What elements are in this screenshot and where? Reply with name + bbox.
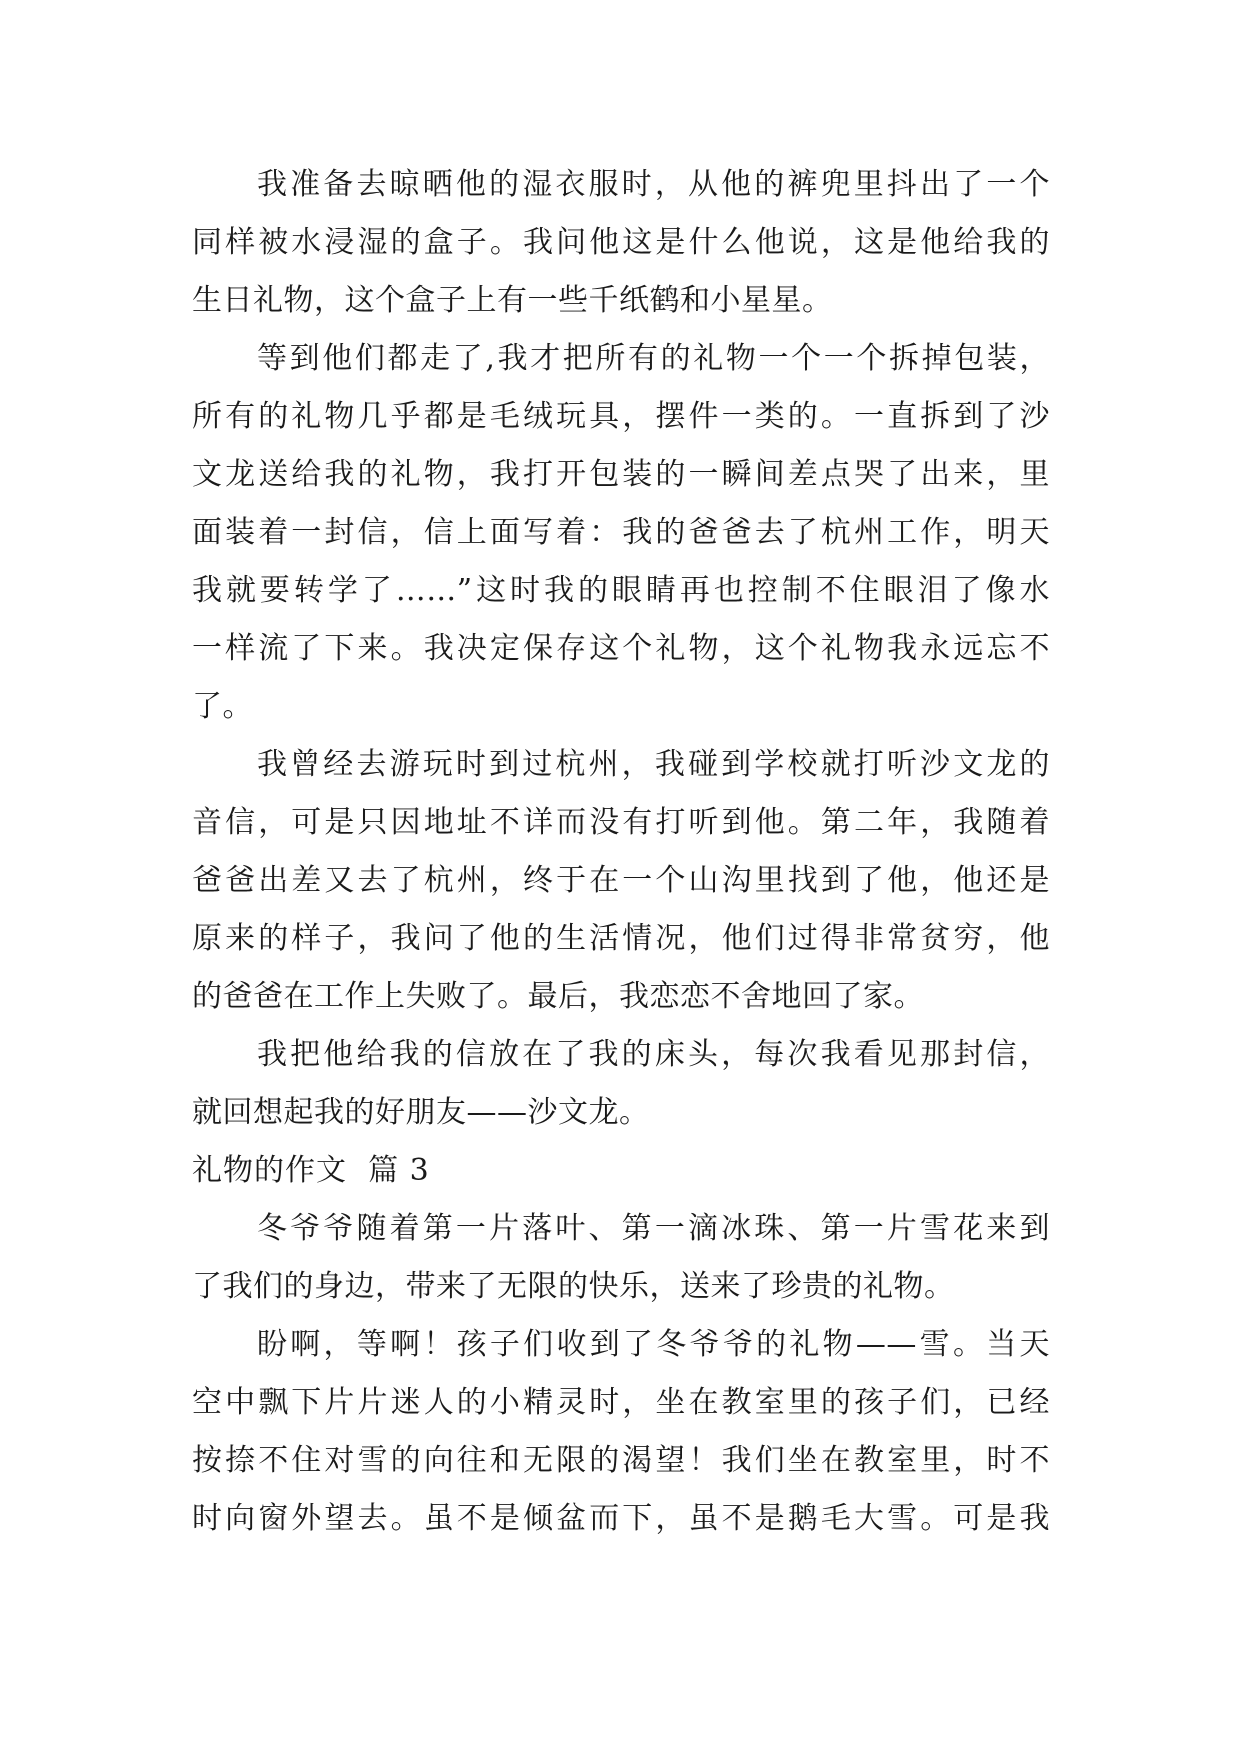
paragraph-line: 时向窗外望去。虽不是倾盆而下，虽不是鹅毛大雪。可是我: [192, 1501, 1050, 1536]
paragraph-line: 空中飘下片片迷人的小精灵时，坐在教室里的孩子们，已经: [192, 1385, 1050, 1420]
paragraph-line: 生日礼物，这个盒子上有一些千纸鹤和小星星。: [192, 283, 833, 318]
paragraph-line: 冬爷爷随着第一片落叶、第一滴冰珠、第一片雪花来到: [257, 1211, 1050, 1246]
paragraph-line: 盼啊，等啊！孩子们收到了冬爷爷的礼物——雪。当天: [257, 1327, 1050, 1362]
paragraph-line: 就回想起我的好朋友——沙文龙。: [192, 1095, 650, 1130]
paragraph-line: 一样流了下来。我决定保存这个礼物，这个礼物我永远忘不: [192, 631, 1050, 666]
document-body: [192, 156, 1050, 1548]
paragraph-line: 原来的样子，我问了他的生活情况，他们过得非常贫穷，他: [192, 921, 1050, 956]
paragraph-line: 了我们的身边，带来了无限的快乐，送来了珍贵的礼物。: [192, 1269, 955, 1304]
section-heading: 礼物的作文 篇 3: [192, 1153, 430, 1188]
paragraph-line: 文龙送给我的礼物，我打开包装的一瞬间差点哭了出来，里: [192, 457, 1050, 492]
paragraph-line: 爸爸出差又去了杭州，终于在一个山沟里找到了他，他还是: [192, 863, 1050, 898]
paragraph-line: 面装着一封信，信上面写着：我的爸爸去了杭州工作，明天: [192, 515, 1050, 550]
paragraph-line: 所有的礼物几乎都是毛绒玩具，摆件一类的。一直拆到了沙: [192, 399, 1050, 434]
paragraph-line: 等到他们都走了,我才把所有的礼物一个一个拆掉包装，: [257, 341, 1050, 376]
paragraph-line: 我就要转学了……”这时我的眼睛再也控制不住眼泪了像水: [192, 573, 1050, 608]
paragraph-line: 了。: [192, 689, 253, 724]
paragraph-line: 我把他给我的信放在了我的床头，每次我看见那封信，: [257, 1037, 1050, 1072]
paragraph-line: 我准备去晾晒他的湿衣服时，从他的裤兜里抖出了一个: [257, 167, 1050, 202]
paragraph-line: 同样被水浸湿的盒子。我问他这是什么他说，这是他给我的: [192, 225, 1050, 260]
paragraph-line: 的爸爸在工作上失败了。最后，我恋恋不舍地回了家。: [192, 979, 924, 1014]
paragraph-line: 音信，可是只因地址不详而没有打听到他。第二年，我随着: [192, 805, 1050, 840]
paragraph-line: 我曾经去游玩时到过杭州，我碰到学校就打听沙文龙的: [257, 747, 1050, 782]
paragraph-line: 按捺不住对雪的向往和无限的渴望！我们坐在教室里，时不: [192, 1443, 1050, 1478]
